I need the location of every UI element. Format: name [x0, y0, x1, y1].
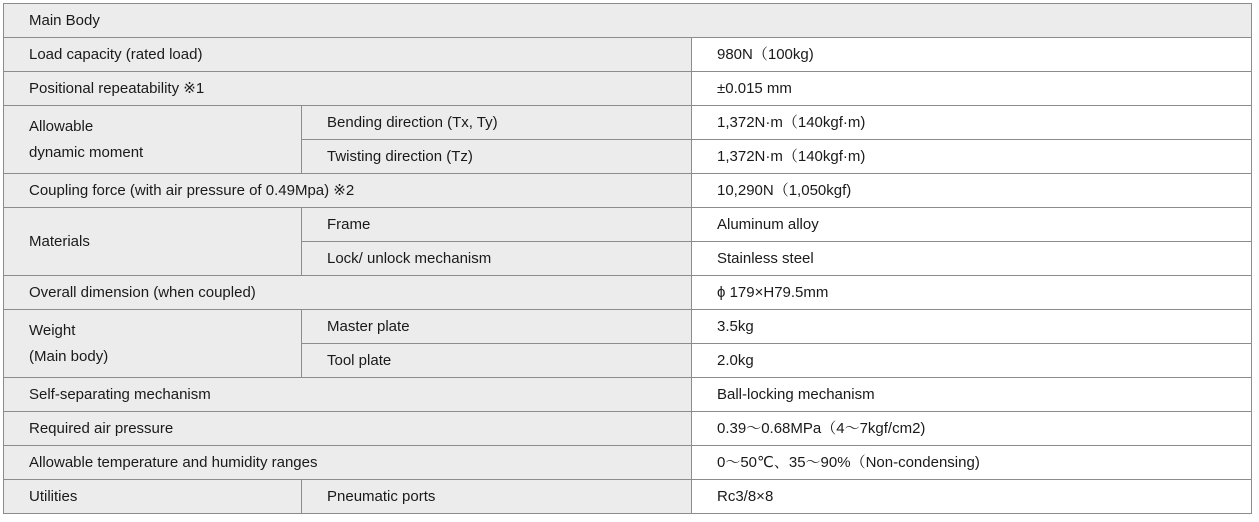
bending-direction-value: 1,372N·m（140kgf·m)	[692, 106, 1252, 140]
air-pressure-label: Required air pressure	[4, 412, 692, 446]
table-row	[4, 412, 1252, 446]
load-capacity-label: Load capacity (rated load)	[4, 38, 692, 72]
weight-label	[4, 310, 302, 378]
weight-label-line1: Weight	[29, 321, 76, 339]
twisting-direction-value: 1,372N·m（140kgf·m)	[692, 140, 1252, 174]
overall-dimension-value: ϕ 179×H79.5mm	[692, 276, 1252, 310]
table-row	[4, 38, 1252, 72]
table-row	[4, 480, 1252, 514]
master-plate-label: Master plate	[302, 310, 692, 344]
table-row	[4, 174, 1252, 208]
utilities-label: Utilities	[4, 480, 302, 514]
dynamic-moment-label-line2: dynamic moment	[29, 143, 144, 161]
table-header: Main Body	[4, 4, 1252, 38]
self-separating-label: Self-separating mechanism	[4, 378, 692, 412]
dynamic-moment-label-line1: Allowable	[29, 117, 94, 135]
coupling-force-value: 10,290N（1,050kgf)	[692, 174, 1252, 208]
self-separating-value: Ball-locking mechanism	[692, 378, 1252, 412]
load-capacity-value: 980N（100kg)	[692, 38, 1252, 72]
pneumatic-ports-label: Pneumatic ports	[302, 480, 692, 514]
frame-value: Aluminum alloy	[692, 208, 1252, 242]
master-plate-value: 3.5kg	[692, 310, 1252, 344]
table-row	[4, 310, 1252, 344]
coupling-force-label: Coupling force (with air pressure of 0.49Mpa) ※2	[4, 174, 692, 208]
temperature-value: 0～50℃、35～90%（Non-condensing)	[692, 446, 1252, 480]
lock-mechanism-value: Stainless steel	[692, 242, 1252, 276]
table-row	[4, 446, 1252, 480]
materials-label: Materials	[4, 208, 302, 276]
table-row-header	[4, 4, 1252, 38]
dynamic-moment-label	[4, 106, 302, 174]
tool-plate-value: 2.0kg	[692, 344, 1252, 378]
table-row	[4, 276, 1252, 310]
weight-label-line2: (Main body)	[29, 347, 109, 365]
spec-table	[3, 3, 1252, 514]
temperature-label: Allowable temperature and humidity ranges	[4, 446, 692, 480]
air-pressure-value: 0.39～0.68MPa（4～7kgf/cm2)	[692, 412, 1252, 446]
table-row	[4, 208, 1252, 242]
frame-label: Frame	[302, 208, 692, 242]
overall-dimension-label: Overall dimension (when coupled)	[4, 276, 692, 310]
pneumatic-ports-value: Rc3/8×8	[692, 480, 1252, 514]
tool-plate-label: Tool plate	[302, 344, 692, 378]
table-row	[4, 106, 1252, 140]
repeatability-value: ±0.015 mm	[692, 72, 1252, 106]
bending-direction-label: Bending direction (Tx, Ty)	[302, 106, 692, 140]
twisting-direction-label: Twisting direction (Tz)	[302, 140, 692, 174]
table-row	[4, 72, 1252, 106]
table-row	[4, 378, 1252, 412]
repeatability-label: Positional repeatability ※1	[4, 72, 692, 106]
lock-mechanism-label: Lock/ unlock mechanism	[302, 242, 692, 276]
